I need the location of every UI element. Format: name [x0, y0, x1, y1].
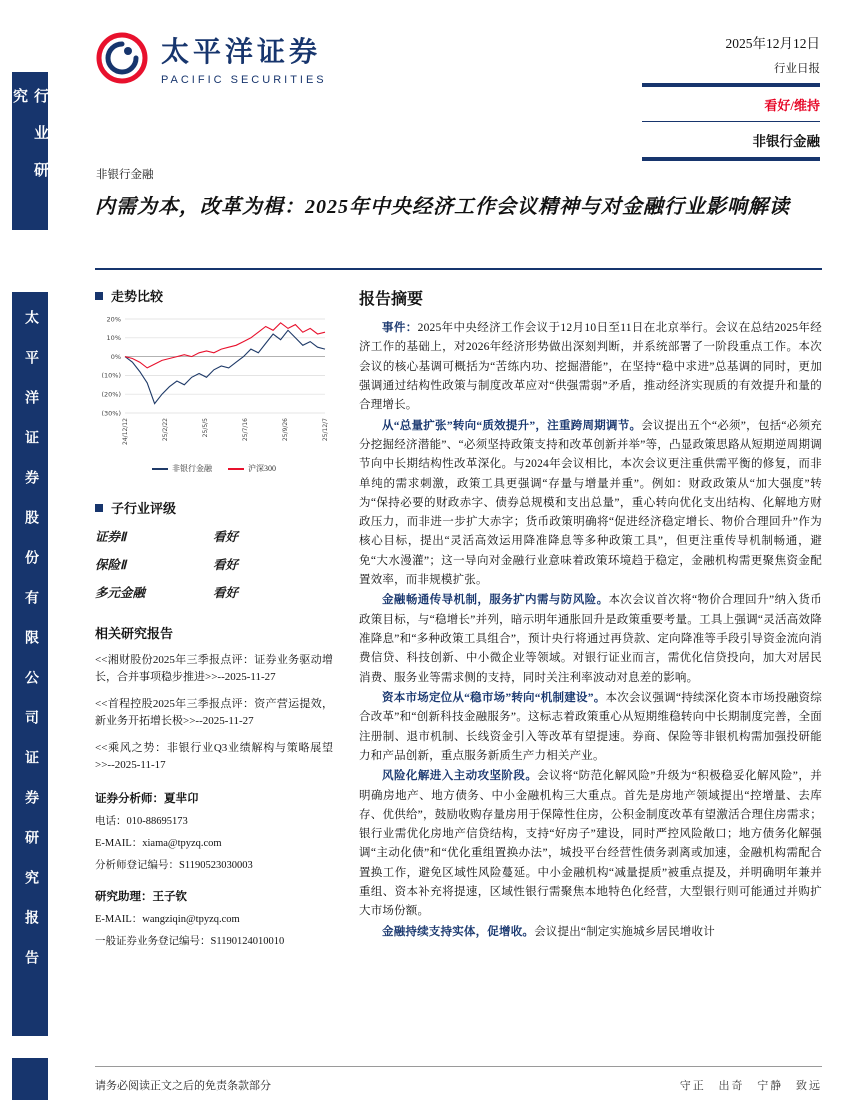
svg-text:25/12/7: 25/12/7 — [322, 418, 329, 442]
summary-paragraph: 风险化解进入主动攻坚阶段。会议将“防范化解风险”升级为“积极稳妥化解风险”，并明确房地产、地方债务、中小金融机构三大重点。首先是房地产领域提出“控增量、去库存、优供给”，鼓励收购存量房用于保障性住房，公积金制度改革有望激活合理住房需求；银行业需优化房地产信贷结构，支持“好房子”建设，同时严控风险敞口；地方债务化解强调“主动化债”和“优化重组置换办法”，城投平台经营性债务剥离或加速，金融机构需配合置换工作，避免区域性风险蔓延。中小金融机构“减量提质”被重点提及，并明确明年兼并重组、资本补充将提速，区域性银行需聚焦本地特色化经营，大型银行则可能通过并购扩大市场份额。 — [359, 770, 822, 918]
svg-text:25/9/26: 25/9/26 — [282, 418, 289, 442]
header-right-block — [642, 32, 820, 161]
sub-industry-rating: 看好 — [213, 558, 239, 572]
trend-chart-svg — [95, 311, 329, 461]
summary-heading: 报告摘要 — [359, 291, 424, 308]
svg-text:25/5/5: 25/5/5 — [202, 418, 209, 438]
title-divider — [95, 268, 822, 270]
industry-name: 非银行金融 — [752, 134, 820, 149]
summary-paragraph: 资本市场定位从“稳市场”转向“机制建设”。本次会议强调“持续深化资本市场投融资综合改革”和“创新科技金融服务”。这标志着政策重心从短期维稳转向中长期制度完善，全面注册制、退市机制、长线资金引入等改革有望提速。券商、保险等非银机构需加强投研能力和产品创新，重点服务新质生产力相关产业。 — [359, 691, 822, 762]
content-columns — [95, 286, 822, 948]
sidebar-bottom-square — [12, 1058, 48, 1100]
svg-text:(10%): (10%) — [101, 371, 121, 380]
analysts-block — [95, 790, 333, 948]
square-bullet-icon — [95, 504, 103, 512]
paragraph-lead: 从“总量扩张”转向“质效提升”，注重跨周期调节。 — [382, 419, 642, 432]
trend-heading: 走势比较 — [111, 289, 164, 304]
analyst-detail: E-MAIL：wangziqin@tpyzq.com — [95, 914, 240, 926]
sub-rating-heading-row — [95, 498, 333, 517]
svg-text:10%: 10% — [106, 334, 121, 343]
related-reports-list — [95, 652, 333, 774]
trend-heading-row — [95, 286, 333, 305]
sub-rating-table — [95, 527, 333, 601]
sub-industry-name: 证券Ⅱ — [95, 530, 127, 544]
summary-paragraph: 从“总量扩张”转向“质效提升”，注重跨周期调节。会议提出五个“必须”，包括“必须充分挖掘经济潜能”、“必须坚持政策支持和改革创新并举”等，凸显政策思路从短期逆周期调节向中长期结构性改革深化。与2024年会议相比，本次会议更注重供需平衡的修复，而非单纯的需求刺激，政策工具更强调“存量与增量并重”。例如：财政政策从“加大强度”转为“保持必要的财政赤字、债券总规模和支出总量”，重心转向优化支出结构、化解地方财政压力，而非进一步扩大赤字；货币政策明确将“促进经济稳定增长、物价合理回升”作为核心目标，提出“灵活高效运用降准降息等多种政策工具”，但更注重传导机制畅通，避免“大水漫灌”；这一导向对金融行业意味着政策环境趋于稳定，金融机构需更聚焦资金配置效率，而非规模扩张。 — [359, 419, 822, 587]
sub-industry-name: 保险Ⅱ — [95, 558, 127, 572]
summary-paragraphs — [359, 319, 822, 942]
legend-item: 非银行金融 — [152, 463, 212, 474]
analyst-detail: 电话：010-88695173 — [95, 816, 188, 828]
analyst-name: 研究助理：王子钦 — [95, 891, 187, 904]
paragraph-lead: 金融畅通传导机制，服务扩内需与防风险。 — [382, 594, 609, 607]
paragraph-lead: 事件： — [382, 322, 418, 334]
related-report-item: <<乘风之势：非银行业Q3业绩解构与策略展望>>--2025-11-17 — [95, 742, 333, 772]
header-divider — [642, 83, 820, 87]
summary-paragraph: 金融畅通传导机制，服务扩内需与防风险。本次会议首次将“物价合理回升”纳入货币政策目标，与“稳增长”并列，暗示明年通胀回升是政策重要考量。工具上强调“灵活高效降准降息”和“多种政策工具组合”，预计央行将通过再贷款、定向降准等手段引导资金流向消费信贷、科技创新、中小微企业等领域。对银行证业而言，需优化信贷投向，加大对居民消费、服务业等需求侧的支持，同时关注利率波动对息差的影响。 — [359, 594, 822, 684]
paragraph-lead: 金融持续支持实体，促增收。 — [382, 925, 535, 938]
analyst-detail: 分析师登记编号：S1190523030003 — [95, 860, 253, 872]
svg-text:(30%): (30%) — [101, 409, 121, 418]
brand-text — [161, 30, 327, 86]
svg-text:25/2/22: 25/2/22 — [162, 418, 169, 442]
industry-label: 非银行金融 — [96, 169, 154, 181]
sub-rating-row — [95, 555, 333, 573]
svg-text:24/12/12: 24/12/12 — [122, 418, 129, 445]
sidebar-company-line: 太平洋证券股份有限公司证券研究报告 — [12, 292, 48, 1036]
sub-industry-name: 多元金融 — [95, 586, 146, 600]
footer-row — [95, 1077, 822, 1093]
related-report-item: <<首程控股2025年三季报点评：资产营运提效，新业务开拓增长极>>--2025-11-27 — [95, 698, 333, 728]
sub-rating-heading: 子行业评级 — [111, 501, 177, 516]
brand-name-en: PACIFIC SECURITIES — [161, 74, 327, 86]
report-date: 2025年12月12日 — [725, 36, 820, 51]
svg-text:(20%): (20%) — [101, 390, 121, 399]
summary-paragraph: 金融持续支持实体，促增收。会议提出“制定实施城乡居民增收计 — [382, 925, 715, 938]
sub-rating-row — [95, 583, 333, 601]
right-column — [359, 286, 822, 948]
sub-rating-row — [95, 527, 333, 545]
paragraph-lead: 资本市场定位从“稳市场”转向“机制建设”。 — [382, 691, 606, 704]
footer-motto: 守正 出奇 宁静 致远 — [679, 1080, 822, 1092]
square-bullet-icon — [95, 292, 103, 300]
left-column — [95, 286, 333, 948]
related-reports-heading: 相关研究报告 — [95, 626, 174, 641]
svg-text:25/7/16: 25/7/16 — [242, 418, 249, 442]
header-divider — [642, 121, 820, 122]
legend-line-icon — [152, 468, 168, 470]
legend-line-icon — [228, 468, 244, 470]
sub-industry-rating: 看好 — [213, 586, 239, 600]
related-report-item: <<湘财股份2025年三季报点评：证券业务驱动增长，合并事项稳步推进>>--2025-11-27 — [95, 654, 333, 684]
header-divider — [642, 157, 820, 161]
footer-disclaimer: 请务必阅读正文之后的免责条款部分 — [95, 1080, 271, 1092]
sidebar-industry-research: 行业研究 — [12, 72, 48, 230]
rating-badge: 看好/维持 — [764, 98, 820, 113]
analyst-detail: E-MAIL：xiama@tpyzq.com — [95, 838, 222, 850]
summary-paragraph: 事件：2025年中央经济工作会议于12月10日至11日在北京举行。会议在总结2025年经济工作的基础上，对2026年经济形势做出深刻判断，并系统部署了一阶段重点工作。本次会议的核心基调可概括为“苦练内功、挖掘潜能”，在坚持“稳中求进”总基调的同时，更加强调通过结构性政策与制度改革应对“供强需弱”矛盾，推动经济实现质的有效提升和量的合理增长。 — [359, 322, 822, 412]
legend-item: 沪深300 — [228, 463, 276, 474]
svg-text:0%: 0% — [110, 352, 121, 361]
analyst-name: 证券分析师：夏芈卬 — [95, 793, 199, 806]
pacific-securities-logo-icon — [95, 31, 149, 85]
chart-legend — [95, 463, 333, 474]
brand-name-cn: 太平洋证券 — [161, 37, 322, 68]
report-type: 行业日报 — [774, 63, 820, 75]
footer-divider — [95, 1066, 822, 1067]
report-title: 内需为本，改革为楫：2025年中央经济工作会议精神与对金融行业影响解读 — [95, 196, 790, 218]
svg-text:20%: 20% — [106, 315, 121, 324]
sub-industry-rating: 看好 — [213, 530, 239, 544]
logo — [95, 30, 327, 86]
paragraph-lead: 风险化解进入主动攻坚阶段。 — [382, 770, 538, 783]
analyst-detail: 一般证券业务登记编号：S1190124010010 — [95, 936, 285, 948]
